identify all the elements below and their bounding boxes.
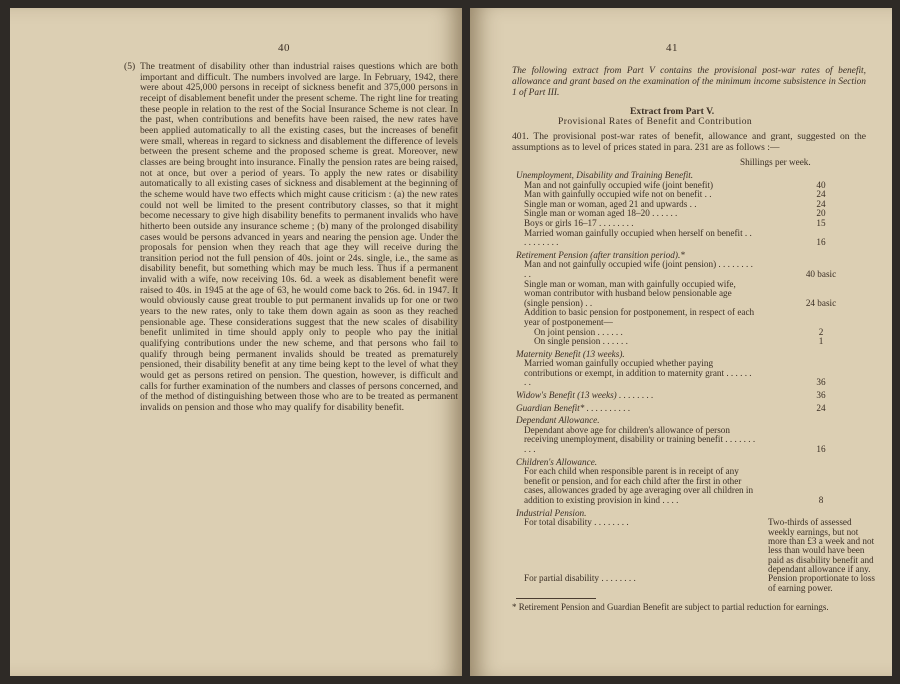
rate-row xyxy=(516,308,876,327)
rate-row xyxy=(516,280,876,309)
section-heading-text: Children's Allowance. xyxy=(516,456,598,467)
extract-subtitle: Provisional Rates of Benefit and Contribution xyxy=(558,116,753,127)
footnote-rule xyxy=(516,598,596,599)
rate-row-label: Married woman gainfully occupied whether paying contributions or exempt, in addition to maternity grant . . . . . . . . xyxy=(524,358,752,388)
rate-row-label: Boys or girls 16–17 . . . . . . . . xyxy=(524,217,634,228)
rate-row xyxy=(516,426,876,455)
rate-row-label: Single man or woman aged 18–20 . . . . . . xyxy=(524,208,678,219)
page-number-left: 40 xyxy=(278,42,290,54)
rates-section-heading xyxy=(516,391,876,401)
extract-title: Extract from Part V. xyxy=(630,106,715,117)
rate-row-value: 16 xyxy=(816,237,826,248)
rate-row-label: Single man or woman, aged 21 and upwards . . xyxy=(524,198,697,209)
section-heading-text: Industrial Pension. xyxy=(516,507,587,518)
rate-row-value: 8 xyxy=(818,495,824,505)
section-heading-text: Unemployment, Disability and Training Benefit. xyxy=(516,170,694,180)
rate-row-value: 36 xyxy=(816,377,826,388)
rate-row-value: 1 xyxy=(818,336,824,347)
section-heading-text: Retirement Pension (after transition period).* xyxy=(516,249,685,260)
rate-row-value: 20 xyxy=(816,208,826,219)
left-page-text: The treatment of disability other than industrial raises questions which are both important and difficult. The numbers involved are large. In February, 1942, there were about 425,000 persons in receipt of sickness benefit and 375,000 persons in receipt of disablement benefit under the present scheme. The right line for treating these people in relation to the rest of the Social Insurance Scheme is not clear. In the past, when contributions and benefits have been raised, the new rates have been applied automatically to all the existing cases, but the increases of benefit were small, whereas in regard to sickness and disablement the difference of levels between the present scheme and the proposed scheme is great. Moreover, new classes are being brought into insurance. Finally the pension rates are being raised, not at once, but over a period of years. To apply the new rates or disability automatically to all existing cases of sickness and disablement at the beginning of the scheme would have two effects which might cause criticism : (a) the new rates could not well be limited to the present contributory classes, so that it might become necessary to give high disability benefits to permanent invalids who have hitherto been outside any insurance scheme ; (b) many of the prolonged disability cases would be persons advanced in years and nearing the pension age. Under the proposals for pension when they reach that age they will receive during the transition period not the full pension of 40s. joint or 24s. single, i.e., the same as disability benefit, but something which may be much less. Thus if a permanent invalid with a wife, now receiving 10s. 6d. a week as disablement benefit were raised to 40s. in 1945 at the age of 63, he would come back to 26s. 6d. in 1947. It would obviously cause great trouble to put permanent invalids up for one or two years to the new rates, only to take them down again as soon as they reached pensionable age. These considerations suggest that the new scales of disability benefit unlimited in time should apply only to people who pay the initial qualifying contributions under the new scheme, and that persons who fail to qualify through being permanent invalids should be treated as prematurely pensioned, their disability benefit at any time being kept to the level of what they would get as persons retired on pension. The question, however, is difficult and calls for further examination of the numbers and classes of persons concerned, and of the method of distinguishing between those who are to be treated as permanent invalids on pension and those who may qualify for disability benefit. xyxy=(140,61,458,413)
section-heading-text: Maternity Benefit (13 weeks). xyxy=(516,348,625,359)
paragraph-401: 401. The provisional post-war rates of benefit, allowance and grant, suggested on the assumptions as to level of prices stated in para. 231 are as follows :— xyxy=(512,131,866,153)
rate-row-value: 24 basic xyxy=(805,297,837,308)
section-heading-value: 24 xyxy=(816,402,826,413)
rates-table xyxy=(516,168,876,593)
rate-row xyxy=(516,518,876,574)
rate-row-value: 2 xyxy=(818,326,824,337)
rate-row xyxy=(516,574,876,593)
rates-section-heading xyxy=(516,404,876,414)
rate-row-label: For each child when responsible parent is in receipt of any benefit or pension, and for each child after the first in other cases, allowances graded by age averaging over all children in addition to existing provision in kind . . . . xyxy=(524,466,754,505)
rate-row-value: Two-thirds of assessed weekly earnings, but not more than £3 a week and not less than would have been paid as disability benefit and dependant allowance if any. xyxy=(768,517,875,575)
rate-row-label: On joint pension . . . . . . xyxy=(534,326,623,337)
rate-row-value: 40 basic xyxy=(805,268,837,279)
rate-row-label: Man and not gainfully occupied wife (joint benefit) xyxy=(524,179,714,190)
rate-row-value: 24 xyxy=(816,198,826,209)
left-page xyxy=(10,8,462,676)
rate-row-value: Pension proportionate to loss of earning power. xyxy=(768,573,875,593)
rate-row-label: Addition to basic pension for postponement, in respect of each year of postponement— xyxy=(524,307,755,327)
rate-row xyxy=(516,337,876,347)
rate-row-value: 40 xyxy=(816,179,826,190)
rate-row xyxy=(516,260,876,279)
left-page-paragraph xyxy=(124,61,458,414)
paragraph-label: (5) xyxy=(124,61,136,72)
rate-row xyxy=(516,229,876,248)
rate-row-label: For total disability . . . . . . . . xyxy=(524,517,629,528)
rate-row-value: 15 xyxy=(816,217,826,228)
section-heading-text: Guardian Benefit* . . . . . . . . . . xyxy=(516,402,631,413)
rate-row-label: Married woman gainfully occupied when herself on benefit . . . . . . . . . . xyxy=(524,227,752,248)
rate-row xyxy=(516,359,876,388)
section-heading-text: Widow's Benefit (13 weeks) . . . . . . . . xyxy=(516,390,654,401)
rate-row-value: 16 xyxy=(816,444,826,455)
rate-row-label: Dependant above age for children's allowance of person receiving unemployment, disability or training benefit . . . . . . . . . . xyxy=(524,424,756,455)
column-header: Shillings per week. xyxy=(740,157,811,167)
rate-row-label: Man and not gainfully occupied wife (joint pension) . . . . . . . . . . xyxy=(524,259,753,279)
rate-row-label: On single pension . . . . . . xyxy=(534,336,628,347)
right-page xyxy=(470,8,892,676)
section-heading-value: 36 xyxy=(816,390,826,401)
rate-row-label: Man with gainfully occupied wife not on benefit . . xyxy=(524,189,712,200)
rate-row-label: Single man or woman, man with gainfully occupied wife, woman contributor with husband below pensionable age (single pension) . . xyxy=(524,278,736,308)
page-number-right: 41 xyxy=(666,42,678,54)
rate-row-value: 24 xyxy=(816,189,826,200)
rate-row xyxy=(516,467,876,505)
rate-row-label: For partial disability . . . . . . . . xyxy=(524,573,636,584)
extract-intro: The following extract from Part V contains the provisional post-war rates of benefit, allowance and grant based on the examination of the minimum income subsistence in Section 1 of Part III. xyxy=(512,66,866,98)
footnote: * Retirement Pension and Guardian Benefit are subject to partial reduction for earnings. xyxy=(512,602,829,612)
section-heading-text: Dependant Allowance. xyxy=(516,415,600,426)
